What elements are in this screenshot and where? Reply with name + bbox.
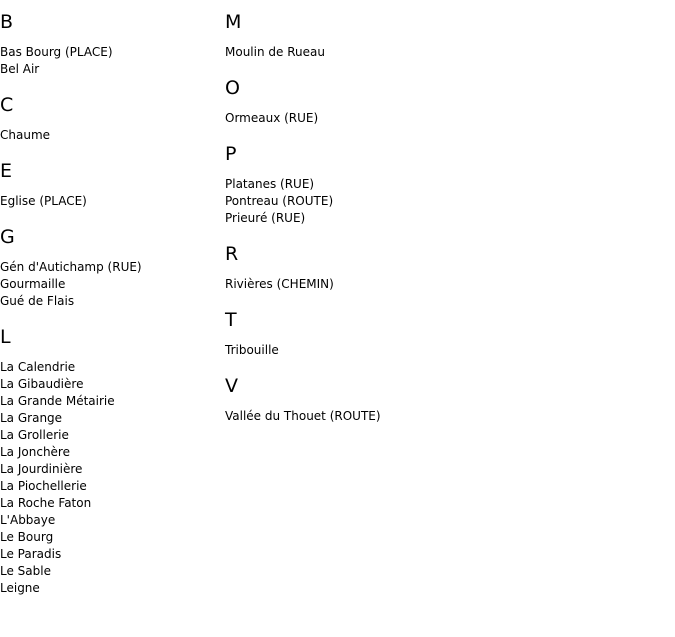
letter-group-b [0,12,220,78]
letter-heading: B [0,11,14,33]
street-item: Gén d'Autichamp (RUE) [0,260,142,274]
letter-heading: M [225,11,242,33]
street-list [0,193,220,210]
street-item: Gourmaille [0,277,66,291]
street-list [225,408,525,425]
letter-group-m [225,12,525,61]
street-item: L'Abbaye [0,513,56,527]
street-item: La Gibaudière [0,377,84,391]
letter-heading: C [0,94,14,116]
letter-heading: P [225,143,237,165]
street-list [225,342,525,359]
street-list [225,276,525,293]
letter-group-e [0,161,220,210]
street-item: La Piochellerie [0,479,87,493]
street-list [0,259,220,310]
street-item: Rivières (CHEMIN) [225,277,334,291]
letter-heading: R [225,243,239,265]
street-item: Vallée du Thouet (ROUTE) [225,409,381,423]
street-item: La Grande Métairie [0,394,115,408]
street-list [225,110,525,127]
letter-group-t [225,310,525,359]
street-list [225,44,525,61]
street-item: La Calendrie [0,360,76,374]
street-item: La Jourdinière [0,462,83,476]
street-item: Moulin de Rueau [225,45,325,59]
street-item: Prieuré (RUE) [225,211,306,225]
street-item: Eglise (PLACE) [0,194,87,208]
letter-heading: V [225,375,238,397]
street-item: Le Sable [0,564,51,578]
street-item: Ormeaux (RUE) [225,111,319,125]
street-item: La Jonchère [0,445,70,459]
street-index-left-column [0,12,220,614]
street-item: Le Paradis [0,547,62,561]
street-item: Pontreau (ROUTE) [225,194,334,208]
street-list [225,176,525,227]
letter-group-r [225,244,525,293]
street-item: Bas Bourg (PLACE) [0,45,113,59]
letter-heading: T [225,309,237,331]
street-item: La Grange [0,411,63,425]
street-item: Chaume [0,128,51,142]
letter-heading: E [0,160,13,182]
letter-group-c [0,95,220,144]
street-item: Le Bourg [0,530,54,544]
street-list [0,359,220,597]
letter-heading: L [0,326,11,348]
street-list [0,127,220,144]
street-list [0,44,220,78]
street-item: Bel Air [0,62,40,76]
street-index-right-column [225,12,525,442]
street-item: Gué de Flais [0,294,75,308]
street-item: Tribouille [225,343,279,357]
letter-group-o [225,78,525,127]
letter-group-l [0,327,220,597]
letter-heading: G [0,226,15,248]
letter-heading: O [225,77,240,99]
letter-group-p [225,144,525,227]
letter-group-v [225,376,525,425]
letter-group-g [0,227,220,310]
street-item: La Grollerie [0,428,69,442]
street-item: Leigne [0,581,40,595]
street-item: Platanes (RUE) [225,177,315,191]
street-item: La Roche Faton [0,496,92,510]
